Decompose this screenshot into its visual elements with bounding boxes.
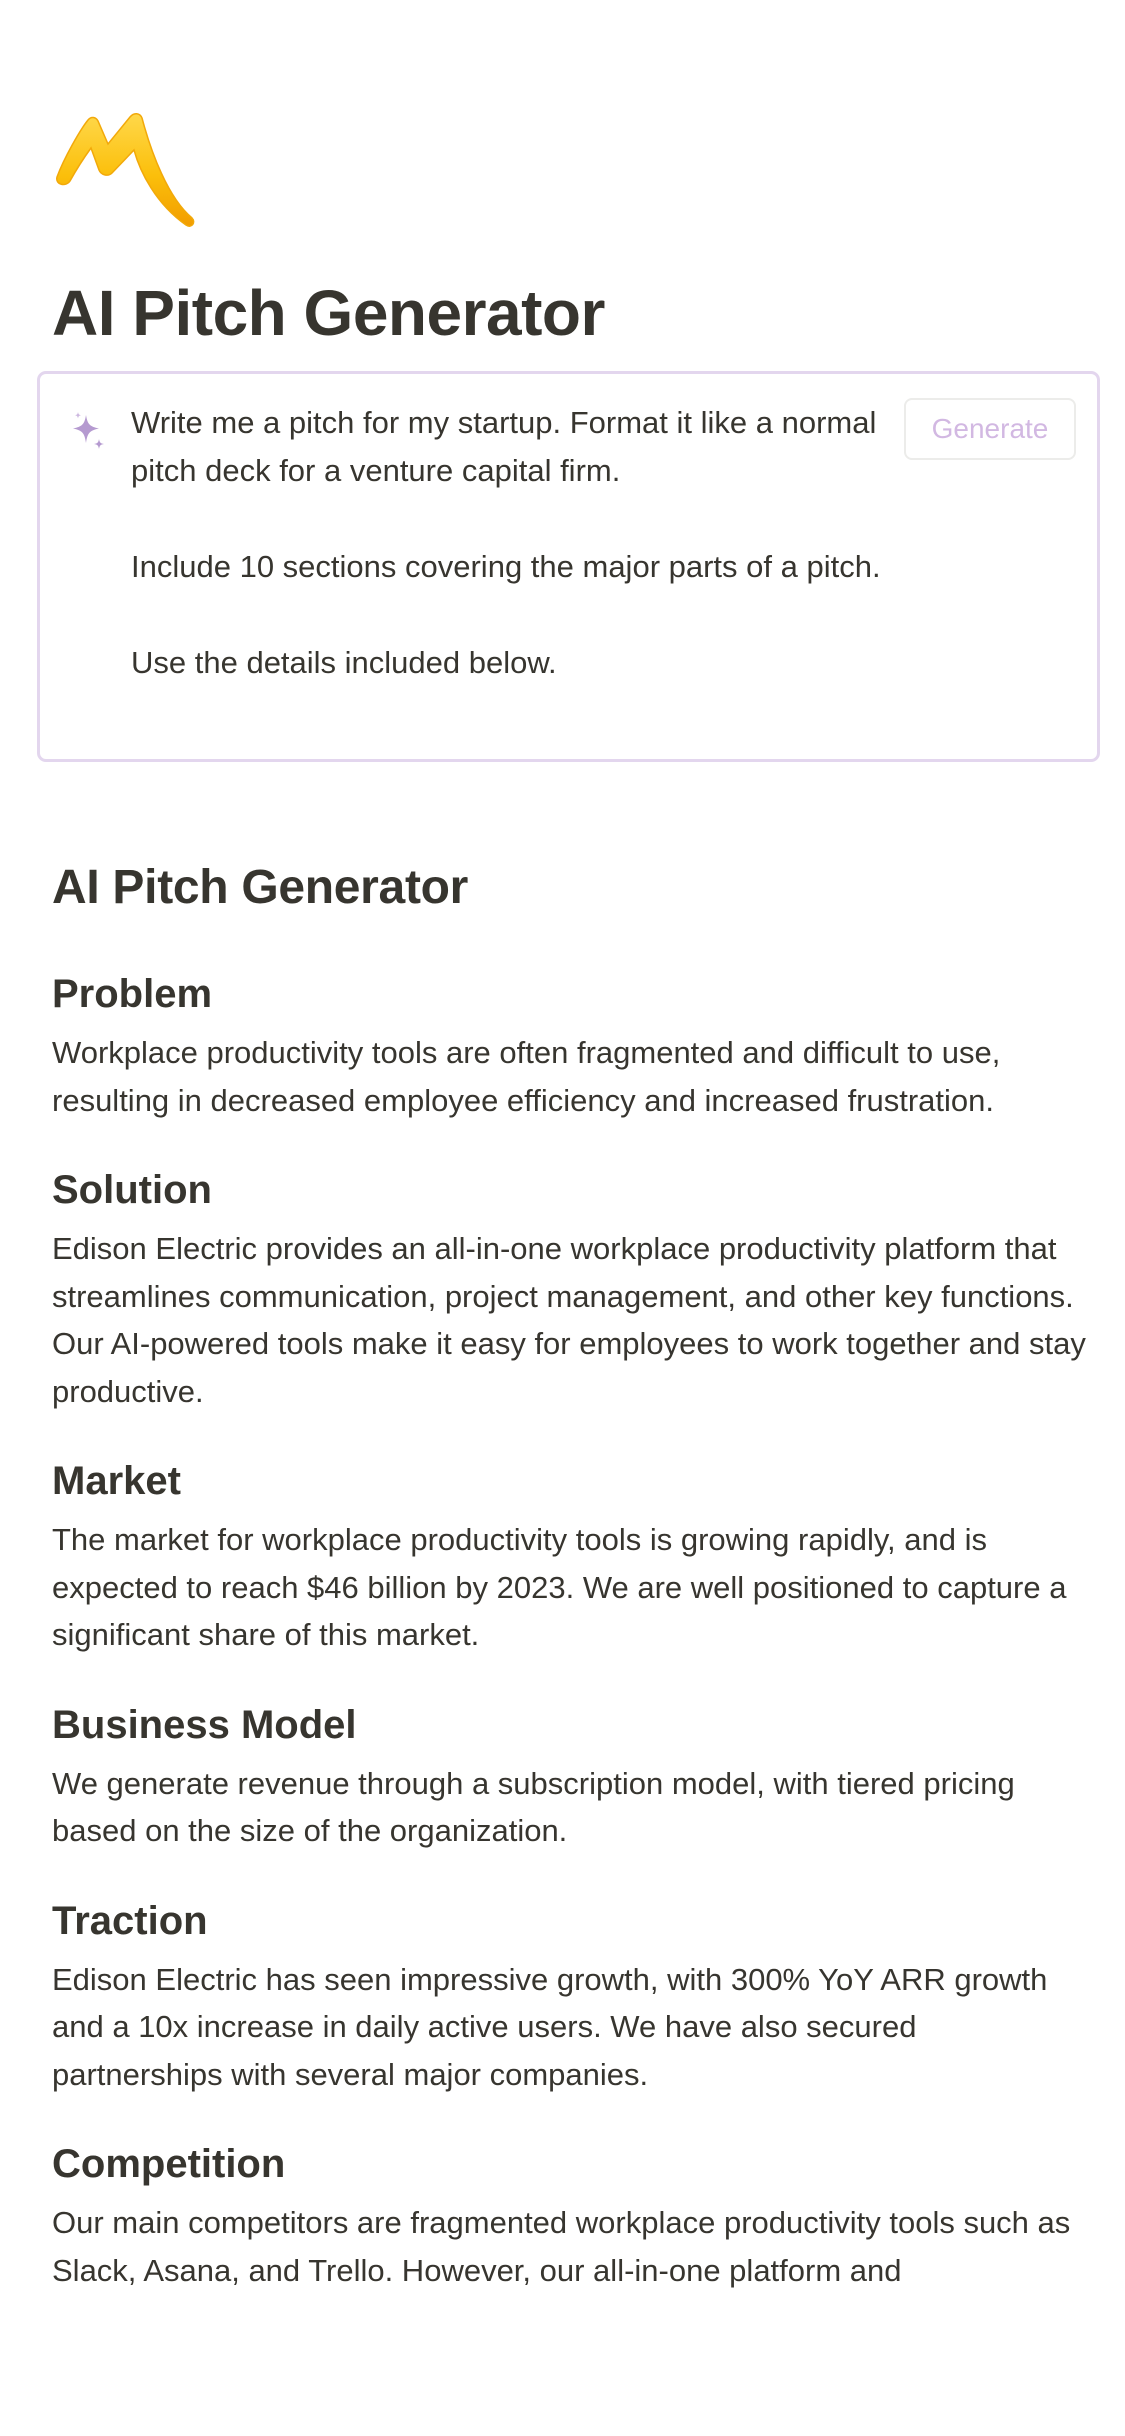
pitch-sections: [52, 967, 1092, 2294]
section-body[interactable]: Edison Electric has seen impressive growth, with 300% YoY ARR growth and a 10x increase in daily active users. We have also secured partnerships with several major companies.: [52, 1961, 1048, 2092]
section-market: [52, 1454, 1092, 1659]
ai-prompt-block[interactable]: [37, 371, 1100, 762]
lightning-bolt-icon[interactable]: [50, 110, 200, 235]
section-body[interactable]: Workplace productivity tools are often fragmented and difficult to use, resulting in decreased employee efficiency and increased frustration.: [52, 1035, 1001, 1118]
section-body[interactable]: The market for workplace productivity tools is growing rapidly, and is expected to reach $46 billion by 2023. We are well positioned to capture a significant share of this market.: [52, 1522, 1067, 1652]
generate-button[interactable]: Generate: [904, 398, 1076, 460]
section-heading[interactable]: Traction: [52, 1898, 208, 1943]
section-heading[interactable]: Problem: [52, 972, 213, 1016]
ai-prompt-text[interactable]: [131, 399, 901, 687]
document-body: [52, 858, 1092, 2333]
section-solution: [52, 1163, 1092, 1415]
section-body[interactable]: We generate revenue through a subscription model, with tiered pricing based on the size of the organization.: [52, 1765, 1015, 1848]
prompt-paragraph: Use the details included below.: [131, 645, 557, 680]
sparkle-icon: [68, 411, 108, 451]
page-title[interactable]: AI Pitch Generator: [52, 277, 605, 349]
section-body[interactable]: Our main competitors are fragmented workplace productivity tools such as Slack, Asana, and Trello. However, our all-in-one platform and: [52, 2205, 1071, 2288]
section-heading[interactable]: Competition: [52, 2142, 286, 2186]
prompt-paragraph: Write me a pitch for my startup. Format it like a normal pitch deck for a venture capital firm.: [131, 405, 877, 488]
section-body[interactable]: Edison Electric provides an all-in-one workplace productivity platform that streamlines communication, project management, and other key functions. Our AI-powered tools make it easy for employees to work together and stay productive.: [52, 1231, 1086, 1409]
section-business-model: [52, 1698, 1092, 1855]
section-heading[interactable]: Business Model: [52, 1702, 357, 1747]
lightning-bolt-icon-graphic: [50, 110, 200, 235]
section-heading[interactable]: Market: [52, 1459, 181, 1503]
section-competition: [52, 2137, 1092, 2294]
section-traction: [52, 1894, 1092, 2099]
section-heading[interactable]: Solution: [52, 1168, 212, 1212]
prompt-paragraph: Include 10 sections covering the major parts of a pitch.: [131, 549, 881, 584]
section-problem: [52, 967, 1092, 1124]
document-heading[interactable]: AI Pitch Generator: [52, 861, 469, 914]
